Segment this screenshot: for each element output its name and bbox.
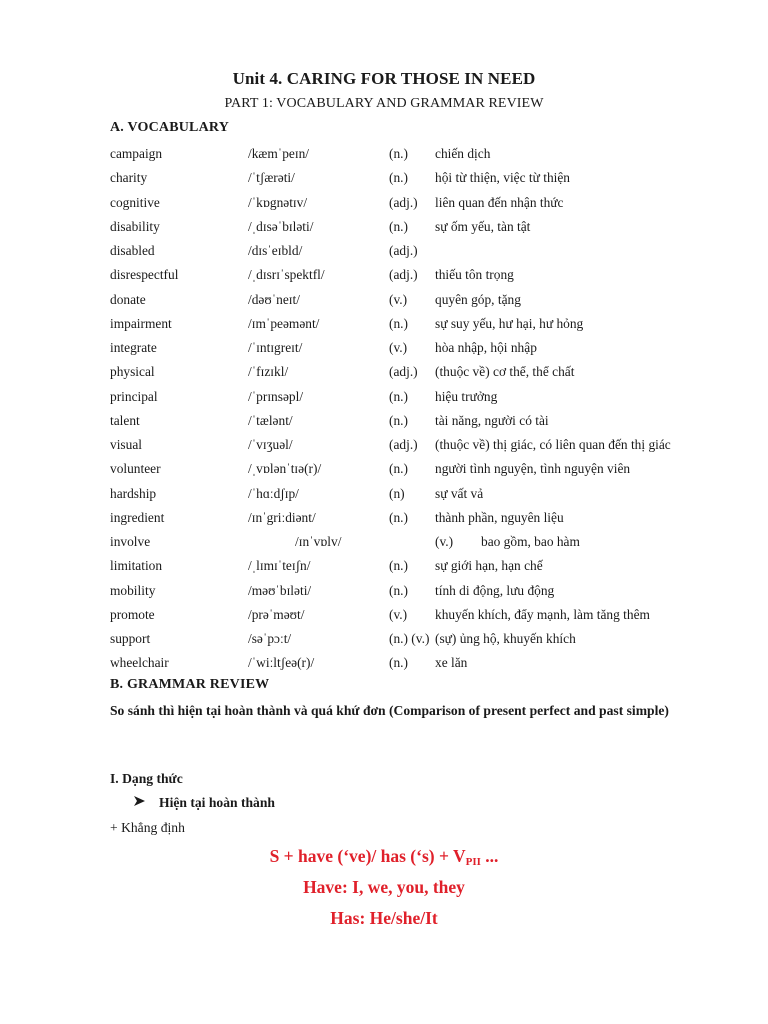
vocab-word: involve bbox=[110, 534, 151, 549]
vocab-row bbox=[110, 142, 730, 166]
vocab-word: limitation bbox=[110, 558, 163, 574]
vocab-pos: (n.) bbox=[389, 558, 408, 574]
vocab-meaning: (thuộc về) cơ thể, thể chất bbox=[435, 364, 575, 380]
vocab-pos: (adj.) bbox=[389, 243, 418, 258]
vocab-pos: (n.) bbox=[389, 146, 408, 161]
vocab-word: hardship bbox=[110, 485, 157, 501]
vocab-pos: (n.) bbox=[389, 170, 408, 186]
vocab-ipa: /dəʊˈneɪt/ bbox=[248, 291, 300, 307]
vocab-pos: (n.) bbox=[389, 655, 408, 671]
comparison-heading: So sánh thì hiện tại hoàn thành và quá khứ đơn (Comparison of present perfect and past simple) bbox=[110, 703, 669, 718]
formula-has: Has: He/she/It bbox=[330, 908, 438, 928]
vocab-pos: (n.) bbox=[389, 582, 408, 598]
vocab-word: wheelchair bbox=[110, 655, 169, 671]
vocab-pos: (adj.) bbox=[389, 194, 418, 210]
vocab-row bbox=[110, 191, 730, 215]
vocab-row bbox=[110, 166, 730, 190]
vocab-meaning: hòa nhập, hội nhập bbox=[435, 340, 537, 355]
vocab-ipa: /prəˈməʊt/ bbox=[248, 606, 305, 622]
vocab-ipa: /ˈvɪʒuəl/ bbox=[248, 437, 293, 452]
vocab-ipa: /ˌdɪsəˈbɪləti/ bbox=[248, 218, 314, 234]
vocab-word: disability bbox=[110, 218, 160, 234]
formula-subscript: PII bbox=[465, 856, 481, 868]
vocab-word: mobility bbox=[110, 582, 156, 598]
vocab-pos: (adj.) bbox=[389, 364, 418, 380]
vocab-row bbox=[110, 288, 730, 312]
vocab-word: disabled bbox=[110, 243, 155, 258]
vocab-meaning: (thuộc về) thị giác, có liên quan đến thị giác bbox=[435, 437, 671, 452]
vocab-pos: (n.) bbox=[389, 388, 408, 404]
vocab-row bbox=[110, 627, 730, 651]
vocab-word: integrate bbox=[110, 340, 157, 355]
vocab-row bbox=[110, 409, 730, 433]
vocab-meaning: hội từ thiện, việc từ thiện bbox=[435, 170, 571, 186]
form-heading: I. Dạng thức bbox=[110, 771, 183, 786]
unit-title: Unit 4. CARING FOR THOSE IN NEED bbox=[232, 69, 536, 88]
vocab-word: impairment bbox=[110, 315, 172, 331]
vocab-ipa: /ɪnˈgriːdiənt/ bbox=[248, 509, 316, 525]
section-a-heading: A. VOCABULARY bbox=[110, 120, 230, 135]
vocab-meaning: khuyến khích, đẩy mạnh, làm tăng thêm bbox=[435, 606, 650, 622]
vocab-row bbox=[110, 530, 730, 554]
vocab-ipa: /ˈwiːltʃeə(r)/ bbox=[248, 655, 315, 671]
vocab-ipa: /ˈɪntɪgreɪt/ bbox=[248, 340, 303, 355]
bullet-present-perfect bbox=[133, 795, 275, 811]
vocab-ipa: /ˌvɒlənˈtɪə(r)/ bbox=[248, 461, 322, 477]
formula-have: Have: I, we, you, they bbox=[303, 877, 465, 897]
vocab-row bbox=[110, 215, 730, 239]
vocab-row bbox=[110, 651, 730, 675]
vocab-row bbox=[110, 482, 730, 506]
vocab-ipa: /ˈtælənt/ bbox=[248, 412, 293, 428]
vocab-pos: (n.) bbox=[389, 412, 408, 428]
vocab-meaning: thiếu tôn trọng bbox=[435, 267, 514, 283]
vocab-meaning: quyên góp, tặng bbox=[435, 291, 521, 307]
vocab-pos: (n) bbox=[389, 485, 405, 501]
formula-main: S + have (‘ve)/ has (‘s) + V bbox=[269, 846, 466, 866]
vocab-row bbox=[110, 360, 730, 384]
vocab-ipa: /ˌdɪsrɪˈspektfl/ bbox=[248, 267, 325, 283]
vocab-meaning: tài năng, người có tài bbox=[435, 412, 549, 428]
vocab-pos: (n.) (v.) bbox=[389, 631, 430, 646]
formula-tail: ... bbox=[480, 846, 499, 866]
vocab-pos: (v.) bbox=[389, 340, 408, 355]
vocab-ipa: /səˈpɔːt/ bbox=[248, 631, 292, 646]
vocab-row bbox=[110, 506, 730, 530]
vocab-meaning: chiến dịch bbox=[435, 146, 491, 161]
vocab-pos: (adj.) bbox=[389, 437, 418, 452]
affirmative-label: + Khẳng định bbox=[110, 820, 185, 835]
vocab-word: principal bbox=[110, 388, 158, 404]
vocab-meaning: xe lăn bbox=[435, 655, 468, 671]
vocab-pos: (n.) bbox=[389, 218, 408, 234]
vocab-row bbox=[110, 579, 730, 603]
vocab-meaning: người tình nguyện, tình nguyện viên bbox=[435, 461, 631, 477]
vocab-ipa: /dɪsˈeɪbld/ bbox=[248, 243, 303, 258]
vocab-word: disrespectful bbox=[110, 267, 179, 283]
vocab-ipa: /kæmˈpeɪn/ bbox=[248, 146, 309, 161]
vocab-ipa: /ˈtʃærəti/ bbox=[248, 170, 295, 186]
vocab-row bbox=[110, 239, 730, 263]
vocab-word: physical bbox=[110, 364, 155, 380]
vocab-word: charity bbox=[110, 170, 148, 186]
section-b-heading: B. GRAMMAR REVIEW bbox=[110, 677, 270, 692]
vocab-row bbox=[110, 603, 730, 627]
vocab-ipa: /ɪmˈpeəmənt/ bbox=[248, 315, 320, 331]
vocab-row bbox=[110, 457, 730, 481]
vocab-pos: (adj.) bbox=[389, 267, 418, 283]
vocab-ipa: /ˌlɪmɪˈteɪʃn/ bbox=[248, 558, 311, 574]
vocab-word: talent bbox=[110, 412, 140, 428]
vocab-word: cognitive bbox=[110, 194, 160, 210]
vocab-meaning: liên quan đến nhận thức bbox=[435, 194, 564, 210]
vocab-meaning: hiệu trưởng bbox=[435, 388, 498, 404]
vocab-row bbox=[110, 385, 730, 409]
vocab-meaning: tính di động, lưu động bbox=[435, 582, 555, 598]
vocab-row bbox=[110, 312, 730, 336]
vocab-ipa: /ˈfɪzɪkl/ bbox=[248, 364, 289, 380]
vocab-meaning: sự giới hạn, hạn chế bbox=[435, 558, 543, 574]
vocab-meaning: thành phần, nguyên liệu bbox=[435, 509, 564, 525]
vocab-meaning: sự vất vả bbox=[435, 485, 484, 501]
vocab-word: support bbox=[110, 631, 151, 646]
vocab-ipa: /məʊˈbɪləti/ bbox=[248, 582, 312, 598]
vocab-ipa: /ˈkɒgnətɪv/ bbox=[248, 194, 308, 210]
vocab-row bbox=[110, 433, 730, 457]
vocab-pos: (n.) bbox=[389, 315, 408, 331]
vocab-word: volunteer bbox=[110, 461, 161, 477]
vocab-pos: (n.) bbox=[389, 461, 408, 477]
vocab-meaning: sự ốm yếu, tàn tật bbox=[435, 218, 531, 234]
part-subtitle: PART 1: VOCABULARY AND GRAMMAR REVIEW bbox=[224, 96, 544, 111]
vocab-word: visual bbox=[110, 437, 142, 452]
vocab-row bbox=[110, 554, 730, 578]
vocab-word: campaign bbox=[110, 146, 163, 161]
vocab-pos: (v.) bbox=[389, 291, 408, 307]
vocab-pos: (v.) bbox=[435, 534, 454, 549]
vocab-meaning: bao gồm, bao hàm bbox=[481, 534, 580, 549]
vocab-word: promote bbox=[110, 606, 155, 622]
vocab-ipa: /ˈprɪnsəpl/ bbox=[248, 388, 304, 404]
formula-structure bbox=[0, 846, 768, 868]
arrow-right-icon bbox=[133, 795, 147, 811]
bullet-text: Hiện tại hoàn thành bbox=[159, 795, 275, 810]
vocab-word: donate bbox=[110, 291, 146, 307]
vocab-meaning: sự suy yếu, hư hại, hư hỏng bbox=[435, 315, 584, 331]
vocab-pos: (n.) bbox=[389, 509, 408, 525]
vocab-meaning: (sự) ủng hộ, khuyến khích bbox=[435, 631, 576, 646]
vocab-pos: (v.) bbox=[389, 606, 408, 622]
vocab-row bbox=[110, 336, 730, 360]
vocab-ipa: /ˈhɑːdʃɪp/ bbox=[248, 485, 299, 501]
vocab-ipa: /ɪnˈvɒlv/ bbox=[295, 534, 342, 549]
vocab-row bbox=[110, 263, 730, 287]
vocabulary-list bbox=[110, 142, 730, 676]
vocab-word: ingredient bbox=[110, 509, 165, 525]
